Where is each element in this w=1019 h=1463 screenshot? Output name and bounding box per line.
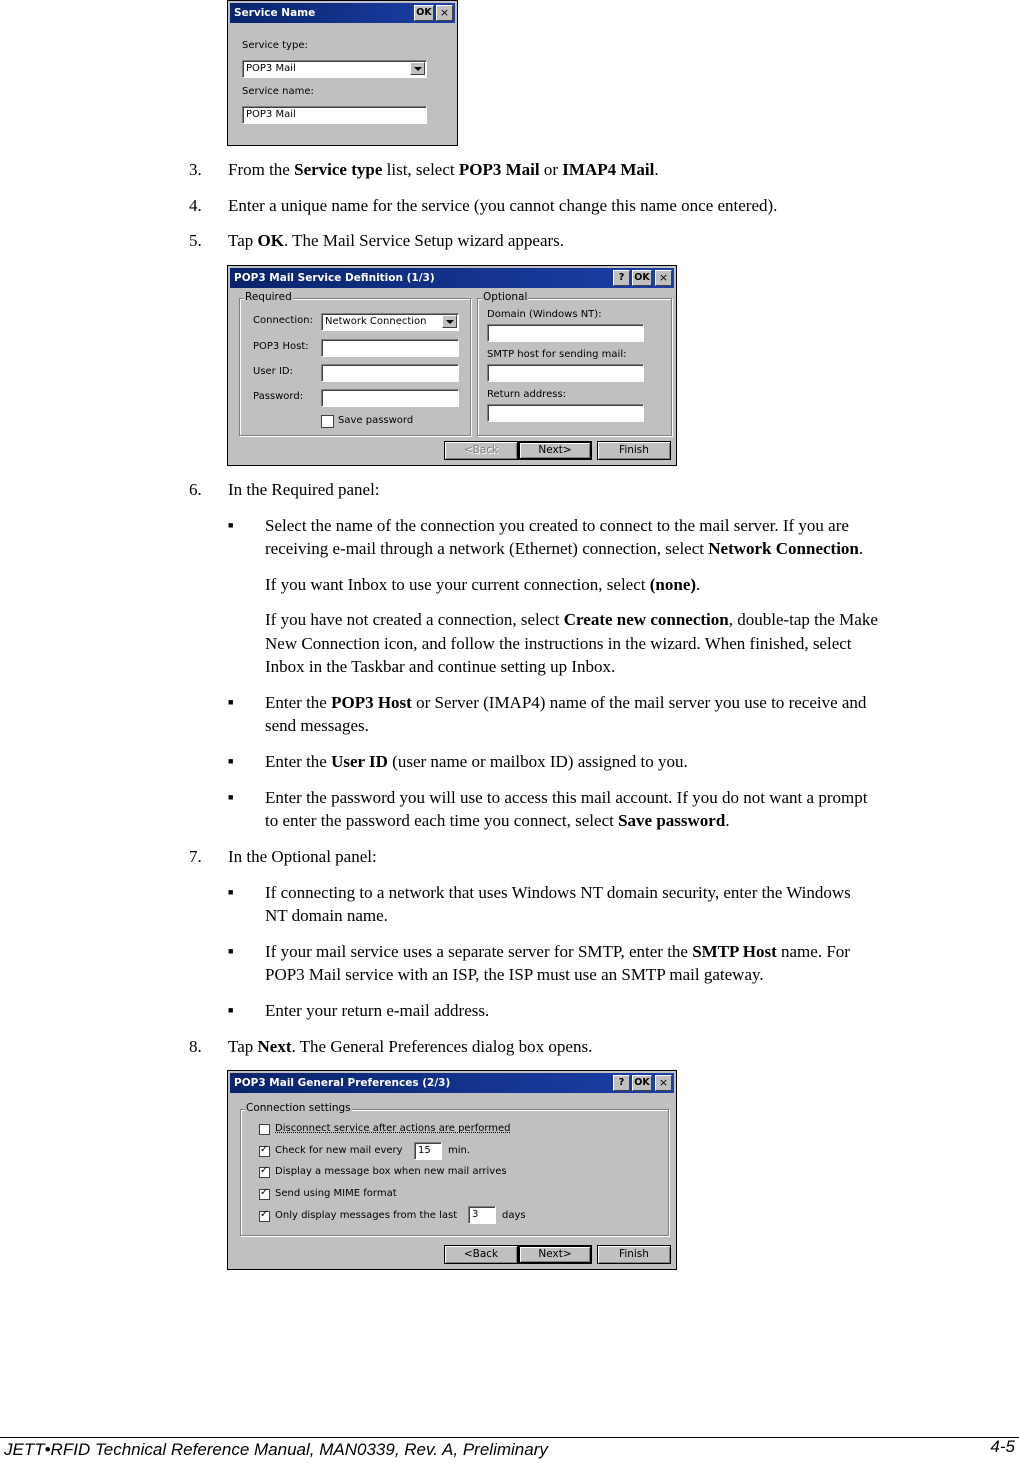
step-text <box>228 1035 592 1058</box>
bullet-line: send messages. <box>265 716 369 735</box>
page-number: 4-5 <box>990 1437 1015 1456</box>
bullet-icon: ■ <box>228 697 234 707</box>
service-name-value: POP3 Mail <box>246 109 296 120</box>
back-button[interactable]: <Back <box>444 1245 518 1264</box>
footer-rule <box>0 1437 1019 1438</box>
paragraph-line <box>265 608 878 631</box>
bold-term: Save password <box>618 811 726 830</box>
domain-input[interactable] <box>487 324 644 342</box>
finish-button[interactable]: Finish <box>597 1245 671 1264</box>
bullet-line <box>265 809 730 832</box>
password-label: Password: <box>253 391 304 402</box>
check-interval-input[interactable] <box>414 1142 442 1160</box>
message-box-label: Display a message box when new mail arrives <box>275 1166 507 1177</box>
pop3-host-input[interactable] <box>321 339 459 357</box>
ok-button[interactable]: OK <box>632 270 652 286</box>
bullet-line: Select the name of the connection you created to connect to the mail server. If you are <box>265 516 849 535</box>
bold-term: (none) <box>649 575 697 594</box>
bold-term: Network Connection <box>708 539 859 558</box>
ok-button[interactable]: OK <box>632 1075 652 1091</box>
title-bar <box>230 268 674 288</box>
text: If your mail service uses a separate server for SMTP, enter the <box>265 942 693 961</box>
connection-select[interactable] <box>321 313 459 331</box>
step-number: 6. <box>189 480 202 499</box>
bullet-line: NT domain name. <box>265 906 388 925</box>
back-button[interactable]: <Back <box>444 441 518 460</box>
bullet-line <box>265 940 850 963</box>
service-definition-dialog <box>227 265 677 466</box>
bullet-line: Enter the password you will use to access this mail account. If you do not want a prompt <box>265 788 868 807</box>
bold-term: IMAP4 Mail <box>562 160 655 179</box>
bold-term: SMTP Host <box>692 942 777 961</box>
step-text <box>228 158 659 181</box>
step-number: 8. <box>189 1037 202 1056</box>
message-box-checkbox[interactable] <box>259 1167 270 1178</box>
dialog-title: POP3 Mail General Preferences (2/3) <box>234 1077 451 1089</box>
service-name-label: Service name: <box>242 86 314 97</box>
text: . <box>725 811 730 830</box>
step-text: Enter a unique name for the service (you cannot change this name once entered). <box>228 196 778 215</box>
step-text: In the Optional panel: <box>228 847 377 866</box>
required-group <box>239 291 471 436</box>
footer-title: JETT•RFID Technical Reference Manual, MAN0339, Rev. A, Preliminary <box>4 1440 548 1459</box>
text: or Server (IMAP4) name of the mail server you use to receive and <box>411 693 867 712</box>
text: or <box>539 160 563 179</box>
text: Tap <box>228 1037 258 1056</box>
pop3-host-label: POP3 Host: <box>253 341 309 352</box>
domain-label: Domain (Windows NT): <box>487 309 602 320</box>
paragraph-line: Inbox in the Taskbar and continue setting up Inbox. <box>265 657 616 676</box>
check-interval-value: 15 <box>418 1145 431 1156</box>
text: If you have not created a connection, select <box>265 610 564 629</box>
bold-term: POP3 Host <box>331 693 412 712</box>
bullet-icon: ■ <box>228 1005 234 1015</box>
bold-term: OK <box>257 231 284 250</box>
text: Enter the <box>265 752 332 771</box>
text: , double-tap the Make <box>728 610 878 629</box>
smtp-host-input[interactable] <box>487 364 644 382</box>
bullet-icon: ■ <box>228 792 234 802</box>
optional-group <box>477 291 672 436</box>
step-number: 4. <box>189 196 202 215</box>
bold-term: User ID <box>331 752 388 771</box>
smtp-host-label: SMTP host for sending mail: <box>487 349 627 360</box>
paragraph-line: New Connection icon, and follow the instructions in the wizard. When finished, select <box>265 634 852 653</box>
mime-label: Send using MIME format <box>275 1188 397 1199</box>
bold-term: Next <box>257 1037 292 1056</box>
disconnect-checkbox[interactable] <box>259 1124 270 1135</box>
return-address-input[interactable] <box>487 404 644 422</box>
bullet-icon: ■ <box>228 520 234 530</box>
minutes-label: min. <box>448 1145 471 1156</box>
display-days-value: 3 <box>472 1209 479 1220</box>
help-button[interactable]: ? <box>613 1075 630 1091</box>
text: name. For <box>776 942 850 961</box>
text: Enter the <box>265 693 332 712</box>
ok-button[interactable]: OK <box>414 5 434 21</box>
text: . <box>858 539 864 558</box>
bullet-icon: ■ <box>228 946 234 956</box>
display-days-input[interactable] <box>468 1206 496 1224</box>
text: list, select <box>382 160 459 179</box>
bullet-line <box>265 537 863 560</box>
connection-label: Connection: <box>253 315 313 326</box>
paragraph-line <box>265 573 700 596</box>
text: Tap <box>228 231 258 250</box>
title-bar <box>230 3 455 23</box>
save-password-label: Save password <box>338 415 414 426</box>
title-bar <box>230 1073 674 1093</box>
mime-checkbox[interactable] <box>259 1189 270 1200</box>
next-button[interactable]: Next> <box>518 1245 592 1264</box>
display-last-label: Only display messages from the last <box>275 1210 458 1221</box>
display-last-checkbox[interactable] <box>259 1211 270 1222</box>
check-mail-checkbox[interactable] <box>259 1146 270 1157</box>
text: From the <box>228 160 295 179</box>
service-name-dialog <box>227 0 458 146</box>
days-label: days <box>502 1210 526 1221</box>
bullet-line <box>265 750 688 773</box>
connection-settings-group <box>240 1102 669 1236</box>
bold-term: POP3 Mail <box>458 160 540 179</box>
chevron-down-icon[interactable] <box>442 315 457 328</box>
text: . <box>654 160 659 179</box>
bold-term: Service type <box>294 160 383 179</box>
help-button[interactable]: ? <box>613 270 630 286</box>
bullet-line: POP3 Mail service with an ISP, the ISP must use an SMTP mail gateway. <box>265 965 764 984</box>
connection-value: Network Connection <box>325 316 427 327</box>
return-address-label: Return address: <box>487 389 567 400</box>
user-id-label: User ID: <box>253 366 293 377</box>
text: . The Mail Service Setup wizard appears. <box>283 231 565 250</box>
bullet-line: If connecting to a network that uses Windows NT domain security, enter the Windows <box>265 883 851 902</box>
finish-button[interactable]: Finish <box>597 441 671 460</box>
password-input[interactable] <box>321 389 459 407</box>
text: receiving e-mail through a network (Ethernet) connection, select <box>265 539 709 558</box>
chevron-down-icon[interactable] <box>410 62 425 75</box>
bullet-icon: ■ <box>228 756 234 766</box>
general-preferences-dialog <box>227 1070 677 1270</box>
text: . <box>696 575 701 594</box>
close-icon[interactable]: × <box>436 5 453 21</box>
check-mail-label: Check for new mail every <box>275 1145 403 1156</box>
next-button[interactable]: Next> <box>518 441 592 460</box>
step-number: 7. <box>189 847 202 866</box>
service-name-input[interactable] <box>242 106 427 124</box>
required-label: Required <box>245 291 292 303</box>
user-id-input[interactable] <box>321 364 459 382</box>
service-type-label: Service type: <box>242 40 308 51</box>
step-number: 3. <box>189 160 202 179</box>
text: If you want Inbox to use your current connection, select <box>265 575 650 594</box>
close-icon[interactable]: × <box>655 270 672 286</box>
step-number: 5. <box>189 231 202 250</box>
bullet-line: Enter your return e-mail address. <box>265 1001 490 1020</box>
close-icon[interactable]: × <box>655 1075 672 1091</box>
text: to enter the password each time you connect, select <box>265 811 619 830</box>
bullet-icon: ■ <box>228 887 234 897</box>
step-text: In the Required panel: <box>228 480 380 499</box>
save-password-checkbox[interactable] <box>321 415 334 428</box>
connection-settings-label: Connection settings <box>246 1102 351 1114</box>
disconnect-label: Disconnect service after actions are performed <box>275 1123 511 1134</box>
dialog-title: POP3 Mail Service Definition (1/3) <box>234 272 435 284</box>
text: (user name or mailbox ID) assigned to you. <box>387 752 688 771</box>
optional-label: Optional <box>483 291 528 303</box>
text: . The General Preferences dialog box opens. <box>291 1037 593 1056</box>
dialog-title: Service Name <box>234 7 316 19</box>
service-type-select[interactable] <box>242 60 427 78</box>
bullet-line <box>265 691 866 714</box>
step-text <box>228 229 564 252</box>
bold-term: Create new connection <box>563 610 729 629</box>
service-type-value: POP3 Mail <box>246 63 296 74</box>
